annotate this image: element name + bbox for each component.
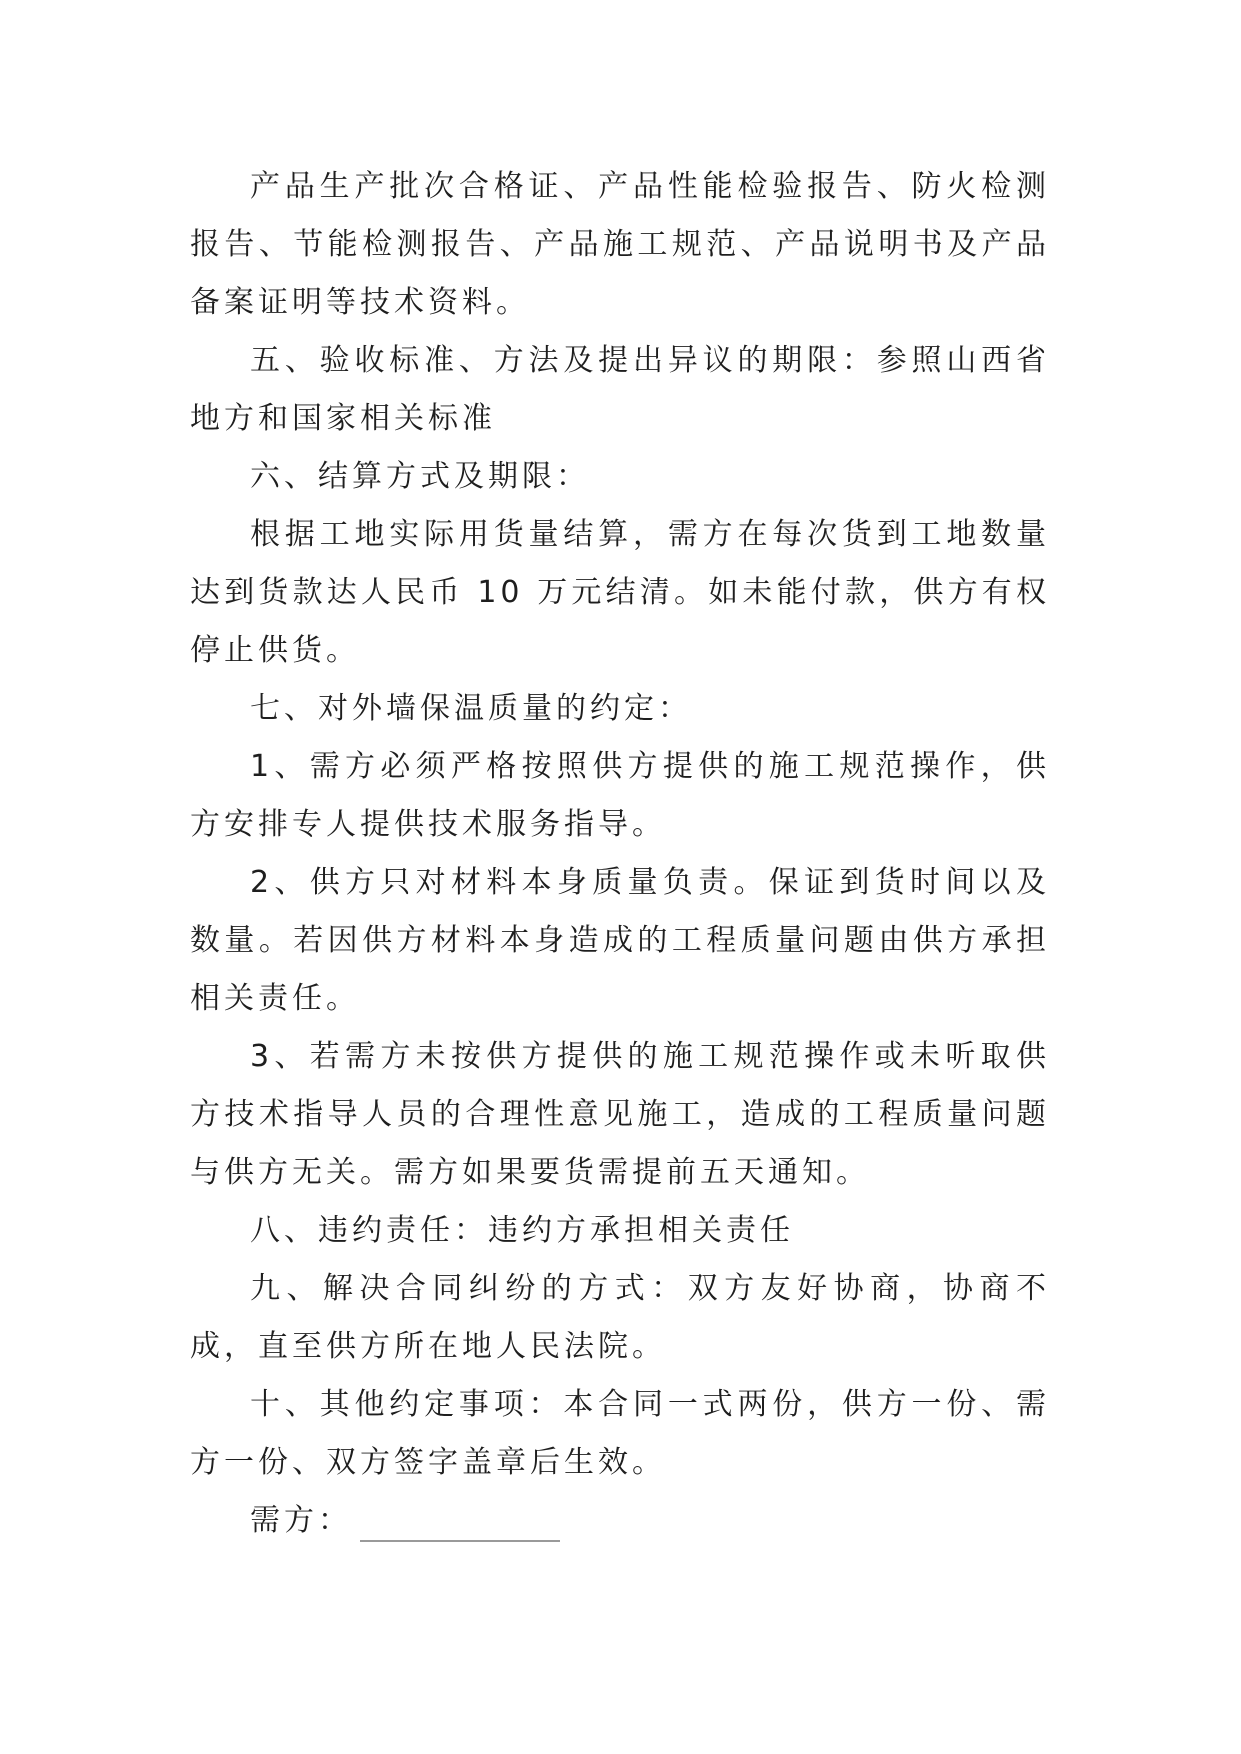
paragraph-quality-item-3: 3、若需方未按供方提供的施工规范操作或未听取供方技术指导人员的合理性意见施工，造成的工程质量问题与供方无关。需方如果要货需提前五天通知。 <box>190 1039 1050 1190</box>
paragraph-other-terms: 十、其他约定事项：本合同一式两份，供方一份、需方一份、双方签字盖章后生效。 <box>190 1387 1050 1480</box>
paragraph-quality-item-1: 1、需方必须严格按照供方提供的施工规范操作，供方安排专人提供技术服务指导。 <box>190 749 1050 842</box>
paragraph-breach-liability: 八、违约责任：违约方承担相关责任 <box>250 1213 794 1248</box>
paragraph-quality-heading: 七、对外墙保温质量的约定： <box>250 691 692 726</box>
signature-blank-line <box>360 1540 560 1542</box>
paragraph-settlement-terms: 根据工地实际用货量结算，需方在每次货到工地数量达到货款达人民币 10 万元结清。如未能付款，供方有权停止供货。 <box>190 517 1050 668</box>
signature-row <box>190 1492 1050 1550</box>
paragraph-quality-item-2: 2、供方只对材料本身质量负责。保证到货时间以及数量。若因供方材料本身造成的工程质量问题由供方承担相关责任。 <box>190 865 1050 1016</box>
document-body <box>190 158 1050 1550</box>
signature-label-buyer: 需方： <box>250 1503 352 1538</box>
paragraph-dispute-resolution: 九、解决合同纠纷的方式：双方友好协商，协商不成，直至供方所在地人民法院。 <box>190 1271 1050 1364</box>
paragraph-qualification-docs: 产品生产批次合格证、产品性能检验报告、防火检测报告、节能检测报告、产品施工规范、产品说明书及产品备案证明等技术资料。 <box>190 169 1050 320</box>
paragraph-settlement-heading: 六、结算方式及期限： <box>250 459 590 494</box>
paragraph-acceptance-standard: 五、验收标准、方法及提出异议的期限：参照山西省地方和国家相关标准 <box>190 343 1050 436</box>
